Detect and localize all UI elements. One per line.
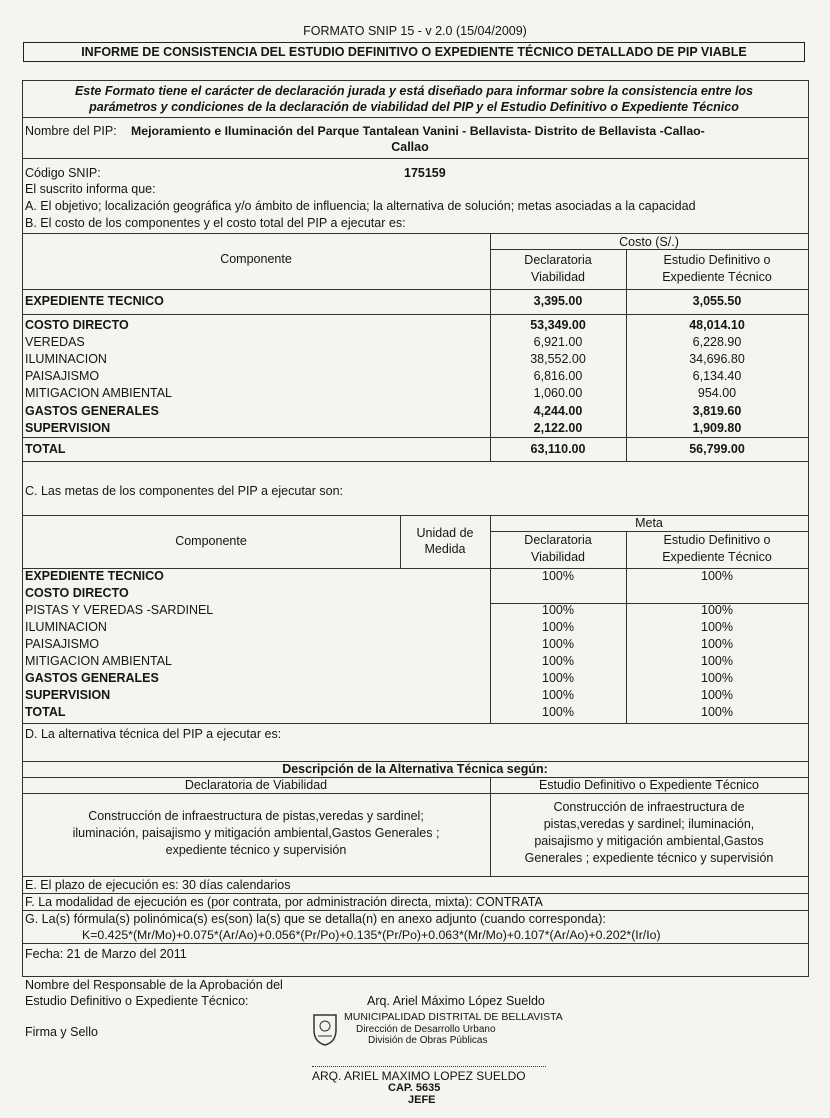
cost-row-est-value: 954.00 bbox=[697, 386, 737, 400]
item-g: G. La(s) fórmula(s) polinómica(s) es(son) la(s) que se detalla(n) en anexo adjunto (cuando corresponda): bbox=[25, 912, 606, 926]
cost-row-component: GASTOS GENERALES bbox=[25, 404, 159, 418]
goal-row-viab-value: 100% bbox=[542, 688, 574, 702]
alt-viab-line: Construcción de infraestructura de pistas,veredas y sardinel; bbox=[88, 809, 424, 823]
stamp-name: ARQ. ARIEL MAXIMO LOPEZ SUELDO bbox=[312, 1069, 526, 1083]
cost-row-est-value: 6,134.40 bbox=[692, 369, 742, 383]
goals-col-est: Estudio Definitivo o bbox=[663, 533, 771, 547]
municipal-seal-icon bbox=[312, 1012, 338, 1046]
goals-col-line bbox=[808, 515, 809, 723]
item-c: C. Las metas de los componentes del PIP a ejecutar son: bbox=[25, 484, 344, 498]
divider bbox=[22, 910, 808, 911]
cost-row-viab-value: 53,349.00 bbox=[530, 318, 586, 332]
divider bbox=[22, 893, 808, 894]
goal-row-est-value: 100% bbox=[701, 569, 733, 583]
goals-col-viab: Declaratoria bbox=[524, 533, 592, 547]
cost-row-est-value: 3,055.50 bbox=[692, 294, 742, 308]
cost-row-est-value: 6,228.90 bbox=[692, 335, 742, 349]
alt-est-line: pistas,veredas y sardinel; iluminación, bbox=[543, 817, 755, 831]
cost-row-component: TOTAL bbox=[25, 442, 66, 456]
cost-row-line bbox=[22, 437, 808, 438]
cost-row-est-value: 56,799.00 bbox=[689, 442, 745, 456]
cost-row-est-value: 1,909.80 bbox=[692, 421, 742, 435]
intro-note bbox=[24, 83, 804, 115]
cost-col-viab: Declaratoria bbox=[524, 253, 592, 267]
goals-col-component: Componente bbox=[175, 534, 247, 548]
document-title: INFORME DE CONSISTENCIA DEL ESTUDIO DEFINITIVO O EXPEDIENTE TÉCNICO DETALLADO DE PIP VIABLE bbox=[23, 42, 805, 62]
alt-col-viab: Declaratoria de Viabilidad bbox=[184, 778, 328, 792]
goals-col-unit: Medida bbox=[424, 542, 466, 556]
responsible-label-2: Estudio Definitivo o Expediente Técnico: bbox=[25, 994, 249, 1008]
cost-col-viab: Viabilidad bbox=[531, 270, 585, 284]
alt-est-line: Generales ; expediente técnico y supervisión bbox=[524, 851, 774, 865]
alt-table-bottom bbox=[22, 876, 808, 877]
item-a: A. El objetivo; localización geográfica y/o ámbito de influencia; la alternativa de solución; metas asociadas a la capacidad bbox=[25, 199, 696, 213]
goals-col-est: Expediente Técnico bbox=[662, 550, 772, 564]
alt-est-line: Construcción de infraestructura de bbox=[553, 800, 745, 814]
cost-row-component: SUPERVISION bbox=[25, 421, 111, 435]
cost-header-bottom bbox=[22, 289, 808, 290]
alt-header-bottom bbox=[22, 793, 808, 794]
cost-row-viab-value: 2,122.00 bbox=[533, 421, 583, 435]
goal-row-viab-value: 100% bbox=[542, 705, 574, 719]
informa-text: El suscrito informa que: bbox=[25, 182, 156, 196]
goal-row-est-value: 100% bbox=[701, 654, 733, 668]
goals-table-bottom bbox=[22, 723, 808, 724]
goal-row-component: SUPERVISION bbox=[25, 688, 111, 702]
cost-col-cost: Costo (S/.) bbox=[619, 235, 679, 249]
cost-row-component: MITIGACION AMBIENTAL bbox=[25, 386, 173, 400]
divider bbox=[22, 158, 808, 159]
cost-row-component: COSTO DIRECTO bbox=[25, 318, 129, 332]
signature-line bbox=[312, 1066, 546, 1067]
goal-row-component: PISTAS Y VEREDAS -SARDINEL bbox=[25, 603, 214, 617]
stamp-division: División de Obras Públicas bbox=[368, 1035, 488, 1046]
cost-row-component: PAISAJISMO bbox=[25, 369, 100, 383]
goal-row-viab-value: 100% bbox=[542, 654, 574, 668]
item-b: B. El costo de los componentes y el costo total del PIP a ejecutar es: bbox=[25, 216, 406, 230]
item-e: E. El plazo de ejecución es: 30 días calendarios bbox=[25, 878, 291, 892]
goal-row-viab-value: 100% bbox=[542, 603, 574, 617]
divider bbox=[22, 117, 808, 118]
signature-label: Firma y Sello bbox=[25, 1025, 98, 1039]
goal-row-component: ILUMINACION bbox=[25, 620, 107, 634]
responsible-label: Nombre del Responsable de la Aprobación del bbox=[25, 978, 283, 992]
stamp-direction: Dirección de Desarrollo Urbano bbox=[356, 1024, 496, 1035]
cost-row-viab-value: 63,110.00 bbox=[530, 442, 586, 456]
alt-viab-description bbox=[22, 808, 490, 859]
alt-col-est: Estudio Definitivo o Expediente Técnico bbox=[538, 778, 760, 792]
goal-row-viab-value: 100% bbox=[542, 637, 574, 651]
goal-row-component: EXPEDIENTE TECNICO bbox=[25, 569, 164, 583]
alt-est-description bbox=[490, 799, 808, 867]
cost-col-component: Componente bbox=[220, 252, 292, 266]
goal-row-viab-value: 100% bbox=[542, 671, 574, 685]
cost-table-top bbox=[22, 233, 808, 234]
goal-row-component: COSTO DIRECTO bbox=[25, 586, 129, 600]
cost-row-viab-value: 6,816.00 bbox=[533, 369, 583, 383]
goals-header-split bbox=[490, 531, 808, 532]
goals-col-meta: Meta bbox=[635, 516, 663, 530]
alt-est-line: paisajismo y mitigación ambiental,Gastos bbox=[534, 834, 764, 848]
goals-col-unit: Unidad de bbox=[416, 526, 474, 540]
goal-row-component: PAISAJISMO bbox=[25, 637, 100, 651]
cost-row-viab-value: 3,395.00 bbox=[533, 294, 583, 308]
goal-row-component: MITIGACION AMBIENTAL bbox=[25, 654, 173, 668]
snip-code-label: Código SNIP: bbox=[25, 166, 101, 180]
snip-code: 175159 bbox=[404, 166, 446, 180]
cost-table-bottom bbox=[22, 461, 808, 462]
alt-header: Descripción de la Alternativa Técnica según: bbox=[282, 762, 548, 776]
goal-row-component: GASTOS GENERALES bbox=[25, 671, 159, 685]
item-d: D. La alternativa técnica del PIP a ejecutar es: bbox=[25, 727, 282, 741]
cost-row-viab-value: 4,244.00 bbox=[533, 404, 583, 418]
goal-row-est-value: 100% bbox=[701, 637, 733, 651]
date: Fecha: 21 de Marzo del 2011 bbox=[25, 947, 187, 961]
responsible-name: Arq. Ariel Máximo López Sueldo bbox=[367, 994, 545, 1008]
cost-row-est-value: 34,696.80 bbox=[689, 352, 745, 366]
cost-row-line bbox=[22, 314, 808, 315]
cost-row-component: ILUMINACION bbox=[25, 352, 107, 366]
goal-row-est-value: 100% bbox=[701, 620, 733, 634]
cost-row-component: EXPEDIENTE TECNICO bbox=[25, 294, 164, 308]
alt-viab-line: iluminación, paisajismo y mitigación ambiental,Gastos Generales ; bbox=[72, 826, 440, 840]
cost-row-viab-value: 6,921.00 bbox=[533, 335, 583, 349]
pip-name-cont: Callao bbox=[391, 140, 429, 154]
pip-name: Mejoramiento e Iluminación del Parque Tantalean Vanini - Bellavista- Distrito de Bellavista -Callao- bbox=[131, 124, 705, 138]
format-code: FORMATO SNIP 15 - v 2.0 (15/04/2009) bbox=[303, 24, 527, 38]
cost-col-line bbox=[808, 233, 809, 461]
goals-col-viab: Viabilidad bbox=[531, 550, 585, 564]
goal-row-est-value: 100% bbox=[701, 671, 733, 685]
stamp-cap: CAP. 5635 bbox=[388, 1082, 441, 1094]
cost-col-est: Estudio Definitivo o bbox=[663, 253, 771, 267]
pip-name-label: Nombre del PIP: bbox=[25, 124, 117, 138]
goal-row-est-value: 100% bbox=[701, 705, 733, 719]
stamp-role: JEFE bbox=[408, 1094, 436, 1106]
goal-row-est-value: 100% bbox=[701, 603, 733, 617]
stamp-municipality: MUNICIPALIDAD DISTRITAL DE BELLAVISTA bbox=[344, 1011, 563, 1023]
divider bbox=[22, 943, 808, 944]
goal-row-viab-value: 100% bbox=[542, 620, 574, 634]
goal-row-est-value: 100% bbox=[701, 688, 733, 702]
cost-row-est-value: 3,819.60 bbox=[692, 404, 742, 418]
cost-row-viab-value: 38,552.00 bbox=[530, 352, 586, 366]
cost-row-est-value: 48,014.10 bbox=[689, 318, 745, 332]
cost-col-est: Expediente Técnico bbox=[662, 270, 772, 284]
polynomial-formula: K=0.425*(Mr/Mo)+0.075*(Ar/Ao)+0.056*(Pr/Po)+0.135*(Pr/Po)+0.063*(Mr/Mo)+0.107*(Ar/Ao)+0.202*(Ir/Io) bbox=[82, 928, 661, 942]
alt-viab-line: expediente técnico y supervisión bbox=[165, 843, 347, 857]
intro-line-2: parámetros y condiciones de la declaración de viabilidad del PIP y el Estudio Definitivo o Expediente Técnico bbox=[89, 100, 739, 114]
cost-row-viab-value: 1,060.00 bbox=[533, 386, 583, 400]
intro-line-1: Este Formato tiene el carácter de declaración jurada y está diseñado para informar sobre la consistencia entre los bbox=[74, 84, 754, 98]
item-f: F. La modalidad de ejecución es (por contrata, por administración directa, mixta): CONTRATA bbox=[25, 895, 543, 909]
goal-row-component: TOTAL bbox=[25, 705, 66, 719]
cost-row-component: VEREDAS bbox=[25, 335, 85, 349]
goal-row-viab-value: 100% bbox=[542, 569, 574, 583]
